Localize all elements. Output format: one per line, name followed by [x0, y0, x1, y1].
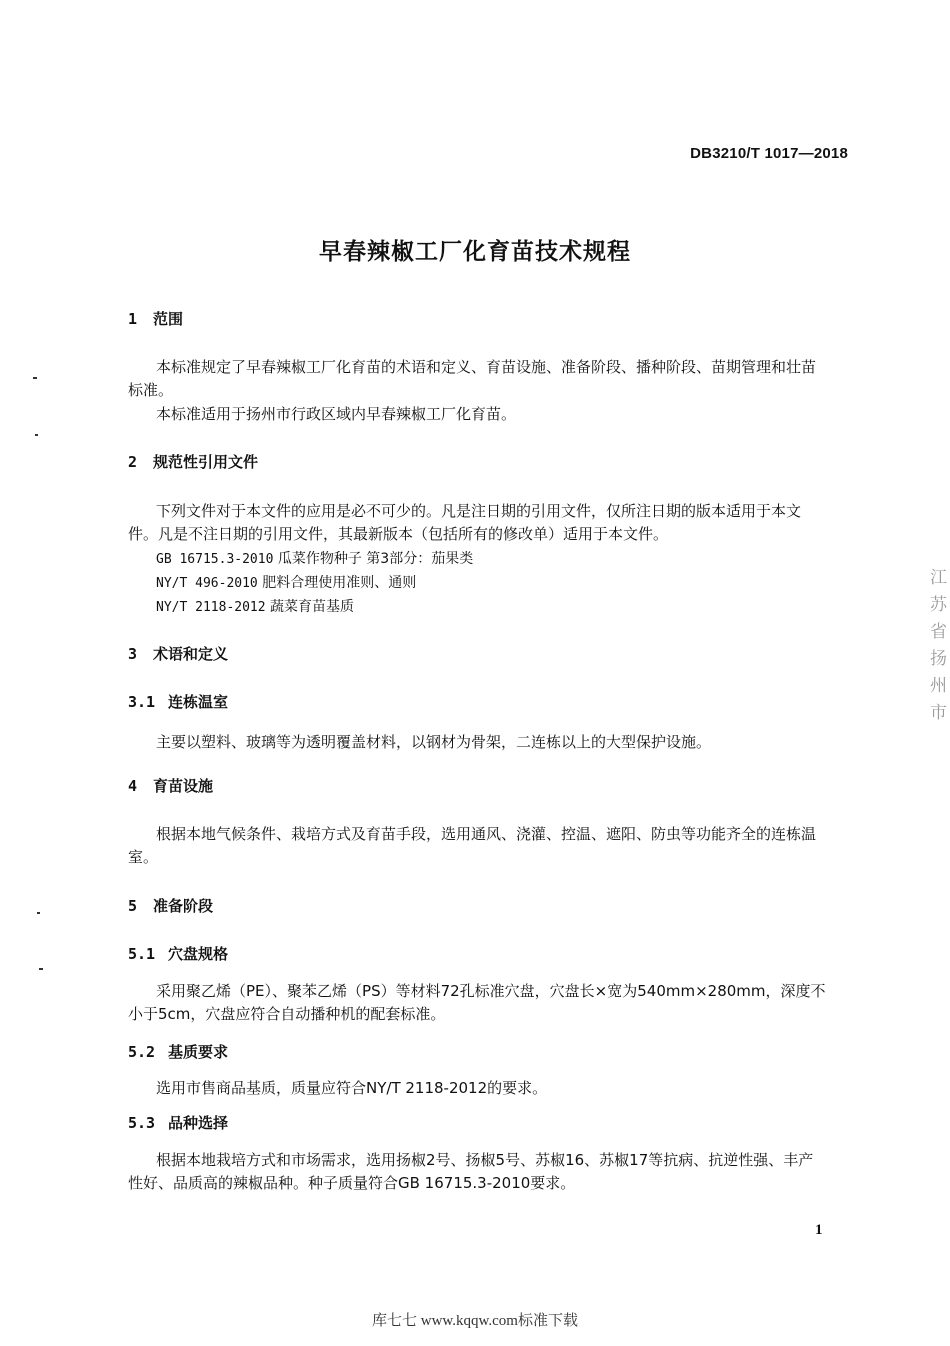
- section-number: 2: [128, 453, 138, 471]
- subsection-5-1-paragraph: 采用聚乙烯（PE）、聚苯乙烯（PS）等材料72孔标准穴盘，穴盘长×宽为540mm×280mm，深度不小于5cm，穴盘应符合自动播种机的配套标准。: [128, 982, 826, 1023]
- section-5-heading: [128, 895, 213, 916]
- subsection-5-3-heading: [128, 1112, 228, 1133]
- subsection-number: 5.1: [128, 945, 156, 963]
- section-title: 规范性引用文件: [153, 453, 259, 471]
- scan-speck: [37, 912, 40, 914]
- subsection-number: 5.2: [128, 1043, 156, 1061]
- reference-code: NY/T 2118-2012: [156, 600, 266, 615]
- page-number: 1: [815, 1222, 823, 1238]
- scan-speck: [33, 377, 37, 379]
- subsection-title: 穴盘规格: [168, 945, 229, 963]
- reference-code: GB 16715.3-2010: [156, 552, 274, 567]
- reference-title: 肥料合理使用准则、通则: [262, 575, 417, 591]
- section-2-paragraph-1: 下列文件对于本文件的应用是必不可少的。凡是注日期的引用文件，仅所注日期的版本适用于本文件。凡是不注日期的引用文件，其最新版本（包括所有的修改单）适用于本文件。: [128, 502, 802, 543]
- subsection-number: 3.1: [128, 693, 156, 711]
- section-1-paragraph-1: 本标准规定了早春辣椒工厂化育苗的术语和定义、育苗设施、准备阶段、播种阶段、苗期管理和壮苗标准。: [128, 358, 817, 399]
- section-4-paragraph: 根据本地气候条件、栽培方式及育苗手段，选用通风、浇灌、控温、遮阳、防虫等功能齐全的连栋温室。: [128, 825, 817, 866]
- section-title: 准备阶段: [153, 897, 214, 915]
- subsection-5-3-paragraph: 根据本地栽培方式和市场需求，选用扬椒2号、扬椒5号、苏椒16、苏椒17等抗病、抗逆性强、丰产性好、品质高的辣椒品种。种子质量符合GB 16715.3-2010要求。: [128, 1151, 814, 1192]
- scan-speck: [39, 968, 43, 970]
- reference-item: [156, 596, 354, 616]
- subsection-title: 连栋温室: [168, 693, 229, 711]
- section-2-heading: [128, 451, 258, 472]
- section-number: 1: [128, 310, 138, 328]
- scan-speck: [35, 434, 38, 436]
- footer-watermark: 库七七 www.kqqw.com标准下载: [372, 1313, 578, 1329]
- subsection-3-1-paragraph: 主要以塑料、玻璃等为透明覆盖材料，以钢材为骨架，二连栋以上的大型保护设施。: [156, 733, 712, 751]
- subsection-5-1-heading: [128, 943, 228, 964]
- reference-item: [156, 572, 416, 592]
- section-1-heading: [128, 308, 183, 329]
- section-title: 育苗设施: [153, 777, 214, 795]
- section-title: 范围: [153, 310, 184, 328]
- section-number: 3: [128, 645, 138, 663]
- reference-code: NY/T 496-2010: [156, 576, 258, 591]
- section-4-heading: [128, 775, 213, 796]
- section-1-paragraph-2: 本标准适用于扬州市行政区域内早春辣椒工厂化育苗。: [156, 405, 517, 423]
- section-3-heading: [128, 643, 228, 664]
- standard-code: DB3210/T 1017—2018: [690, 145, 848, 162]
- subsection-3-1-heading: [128, 691, 228, 712]
- reference-title: 瓜菜作物种子 第3部分：茄果类: [277, 551, 474, 567]
- reference-item: [156, 548, 473, 568]
- reference-title: 蔬菜育苗基质: [270, 599, 355, 615]
- section-number: 5: [128, 897, 138, 915]
- subsection-5-2-paragraph: 选用市售商品基质，质量应符合NY/T 2118-2012的要求。: [156, 1079, 548, 1097]
- subsection-title: 基质要求: [168, 1043, 229, 1061]
- subsection-title: 品种选择: [168, 1114, 229, 1132]
- section-title: 术语和定义: [153, 645, 229, 663]
- document-title: 早春辣椒工厂化育苗技术规程: [319, 239, 631, 265]
- subsection-5-2-heading: [128, 1041, 228, 1062]
- section-number: 4: [128, 777, 138, 795]
- side-stamp: 江苏省扬州市: [930, 568, 947, 723]
- subsection-number: 5.3: [128, 1114, 156, 1132]
